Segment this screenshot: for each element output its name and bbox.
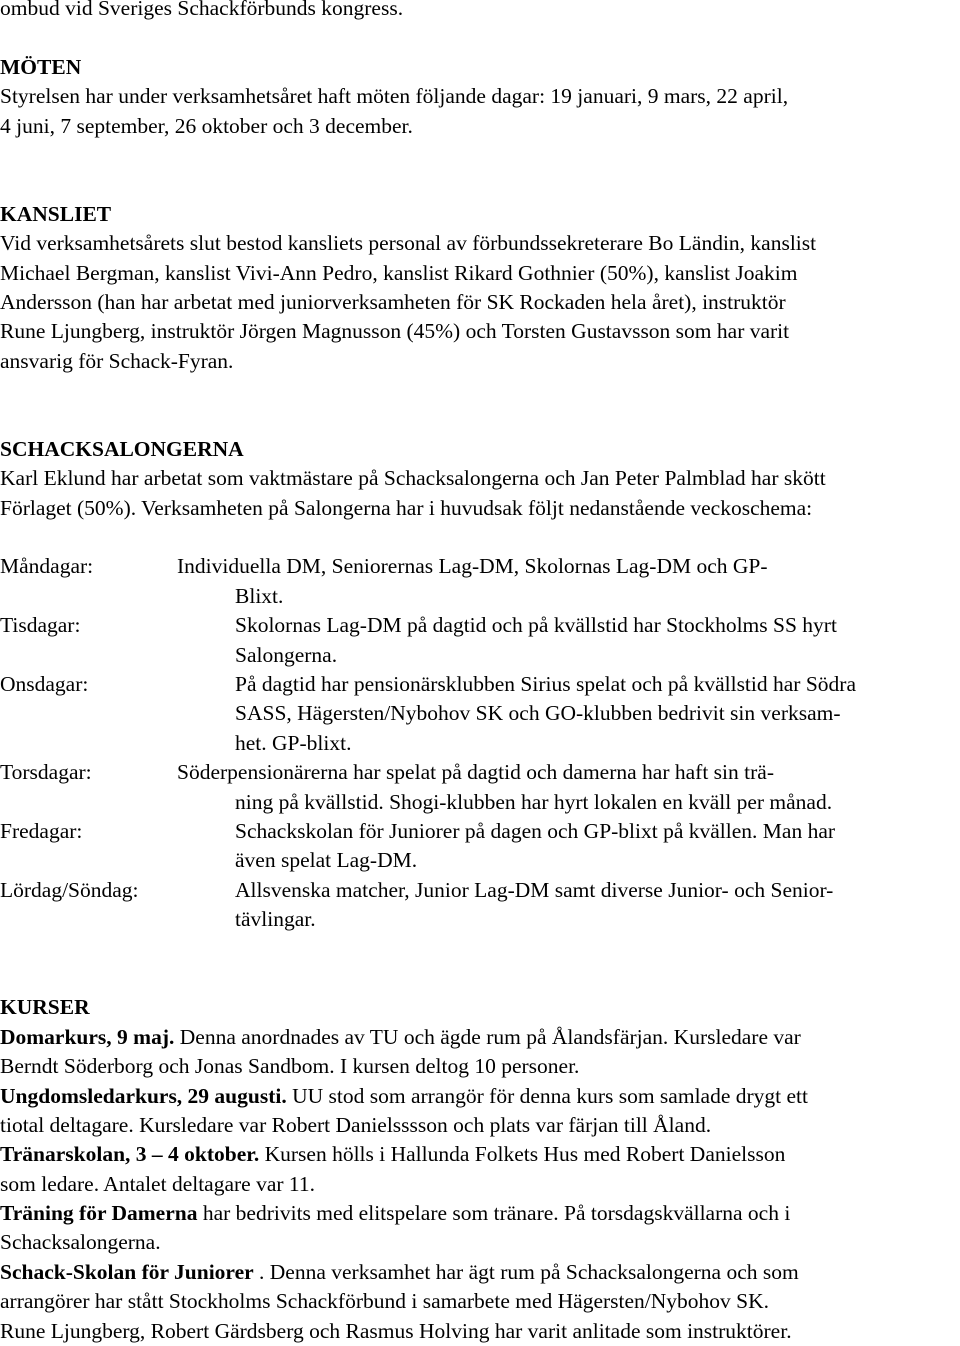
course-title: Domarkurs, 9 maj. (0, 1024, 175, 1049)
course-text: Denna anordnades av TU och ägde rum på Ålandsfärjan. Kursledare var (174, 1024, 801, 1049)
moten-line: Styrelsen har under verksamhetsåret haft möten följande dagar: 19 januari, 9 mars, 22 april, (0, 84, 789, 109)
schacksalongerna-line: Förlaget (50%). Verksamheten på Salongerna har i huvudsak följt nedanstående veckoschema: (0, 495, 813, 520)
schedule-row (0, 582, 960, 611)
schedule-row (0, 729, 960, 758)
schedule-row (0, 699, 960, 728)
course-text: Rune Ljungberg, Robert Gärdsberg och Rasmus Holving har varit anlitade som instruktörer. (0, 1318, 792, 1343)
course-item (0, 1140, 960, 1199)
schedule-text: ning på kvällstid. Shogi-klubben har hyrt lokalen en kväll per månad. (235, 789, 833, 814)
schedule-day: Lördag/Söndag: (0, 877, 139, 902)
schedule-day: Fredagar: (0, 818, 83, 843)
course-first-line (0, 1023, 960, 1052)
course-text: som ledare. Antalet deltagare var 11. (0, 1171, 316, 1196)
spacer (0, 935, 960, 994)
schedule-row (0, 846, 960, 875)
course-title: Ungdomsledarkurs, 29 augusti. (0, 1083, 287, 1108)
schedule-text: Individuella DM, Seniorernas Lag-DM, Skolornas Lag-DM och GP- (177, 554, 768, 579)
course-first-line (0, 1199, 960, 1228)
schedule-text: Blixt. (235, 583, 284, 608)
kansliet-line: Vid verksamhetsårets slut bestod kansliets personal av förbundssekreterare Bo Ländin, kanslist (0, 231, 817, 256)
schedule-day: Måndagar: (0, 554, 94, 579)
schedule-row (0, 611, 960, 640)
spacer (0, 523, 960, 552)
section-heading-kansliet: KANSLIET (0, 201, 112, 226)
schedule-row (0, 641, 960, 670)
schedule-text: Allsvenska matcher, Junior Lag-DM samt diverse Junior- och Senior- (235, 877, 834, 902)
course-text: Berndt Söderborg och Jonas Sandbom. I kursen deltog 10 personer. (0, 1054, 580, 1079)
schedule-day: Tisdagar: (0, 613, 81, 638)
course-text: tiotal deltagare. Kursledare var Robert Danielsssson och plats var färjan till Åland. (0, 1112, 712, 1137)
course-first-line (0, 1082, 960, 1111)
schedule-row (0, 876, 960, 905)
spacer (0, 376, 960, 435)
course-item (0, 1199, 960, 1258)
kansliet-line: Rune Ljungberg, instruktör Jörgen Magnusson (45%) och Torsten Gustavsson som har varit (0, 319, 790, 344)
section-heading-moten: MÖTEN (0, 54, 82, 79)
spacer (0, 23, 960, 52)
schedule-row (0, 758, 960, 787)
schedule-text: tävlingar. (235, 907, 316, 932)
schedule-text: Skolornas Lag-DM på dagtid och på kvällstid har Stockholms SS hyrt (235, 613, 837, 638)
course-title: Tränarskolan, 3 – 4 oktober. (0, 1142, 260, 1167)
course-item (0, 1082, 960, 1141)
schedule-day: Onsdagar: (0, 672, 89, 697)
weekly-schedule (0, 552, 960, 934)
course-text: UU stod som arrangör för denna kurs som samlade drygt ett (286, 1083, 808, 1108)
schedule-text: även spelat Lag-DM. (235, 848, 418, 873)
course-title: Schack-Skolan för Juniorer (0, 1259, 254, 1284)
course-text: arrangörer har stått Stockholms Schackförbund i samarbete med Hägersten/Nybohov SK. (0, 1289, 770, 1314)
course-text: Kursen hölls i Hallunda Folkets Hus med Robert Danielsson (259, 1142, 786, 1167)
schedule-row (0, 788, 960, 817)
section-heading-kurser: KURSER (0, 995, 90, 1020)
course-item (0, 1258, 960, 1346)
schacksalongerna-line: Karl Eklund har arbetat som vaktmästare på Schacksalongerna och Jan Peter Palmblad har skött (0, 466, 826, 491)
schedule-row (0, 905, 960, 934)
moten-line: 4 juni, 7 september, 26 oktober och 3 december. (0, 113, 413, 138)
course-first-line (0, 1258, 960, 1287)
course-item (0, 1023, 960, 1082)
schedule-text: Salongerna. (235, 642, 338, 667)
schedule-row (0, 670, 960, 699)
course-title: Träning för Damerna (0, 1201, 198, 1226)
intro-line: ombud vid Sveriges Schackförbunds kongress. (0, 0, 404, 20)
course-first-line (0, 1140, 960, 1169)
schedule-text: het. GP-blixt. (235, 730, 352, 755)
course-text: har bedrivits med elitspelare som tränare. På torsdagskvällarna och i (197, 1201, 791, 1226)
kansliet-line: Michael Bergman, kanslist Vivi-Ann Pedro, kanslist Rikard Gothnier (50%), kanslist Joakim (0, 260, 798, 285)
schedule-day: Torsdagar: (0, 760, 92, 785)
course-text: Schacksalongerna. (0, 1230, 161, 1255)
section-heading-schacksalongerna: SCHACKSALONGERNA (0, 436, 244, 461)
schedule-row (0, 817, 960, 846)
schedule-row (0, 552, 960, 581)
schedule-text: SASS, Hägersten/Nybohov SK och GO-klubben bedrivit sin verksam- (235, 701, 841, 726)
kansliet-line: ansvarig för Schack-Fyran. (0, 348, 234, 373)
schedule-text: Schackskolan för Juniorer på dagen och GP-blixt på kvällen. Man har (235, 818, 836, 843)
schedule-text: På dagtid har pensionärsklubben Sirius spelat och på kvällstid har Södra (235, 672, 856, 697)
schedule-text: Söderpensionärerna har spelat på dagtid och damerna har haft sin trä- (177, 760, 774, 785)
spacer (0, 141, 960, 200)
course-text: . Denna verksamhet har ägt rum på Schacksalongerna och som (253, 1259, 799, 1284)
kansliet-line: Andersson (han har arbetat med juniorverksamheten för SK Rockaden hela året), instruktör (0, 289, 786, 314)
